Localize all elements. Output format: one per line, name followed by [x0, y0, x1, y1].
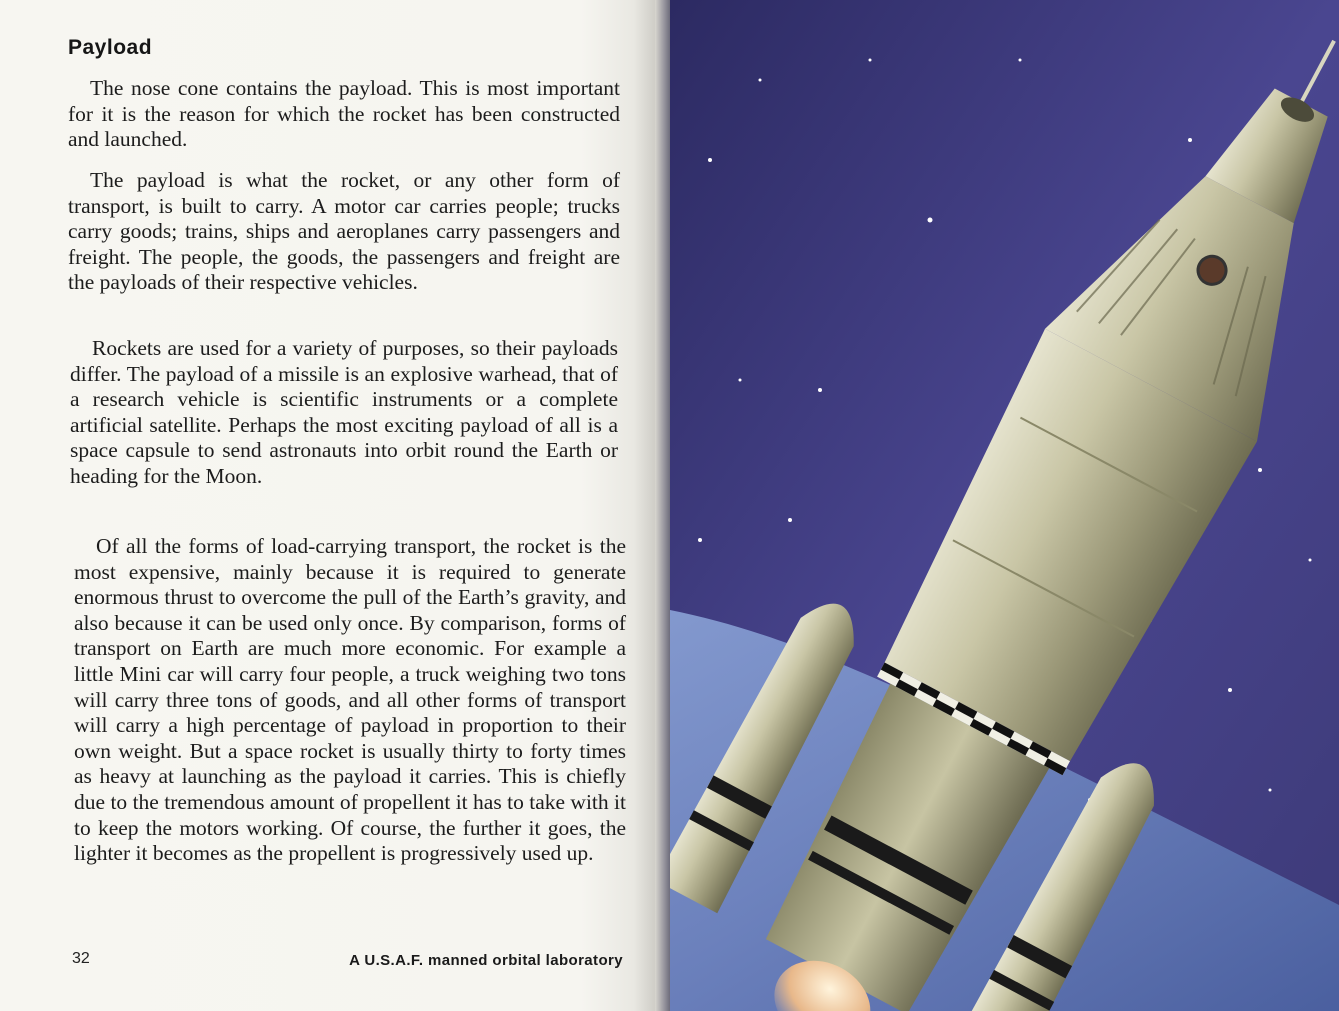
page-number: 32 — [72, 950, 90, 967]
illustration-caption: A U.S.A.F. manned orbital laboratory — [349, 952, 623, 969]
rocket-illustration — [670, 0, 1339, 1011]
illustration-page — [670, 0, 1339, 1011]
paragraph-2: The payload is what the rocket, or any other form of transport, is built to carry. A motor car carries people; trucks carry goods; trains, ships and aeroplanes carry passengers and freight. The people, the goods, the passengers and freight are the payloads of their respective vehicles. — [68, 168, 620, 295]
page-heading: Payload — [68, 36, 153, 59]
paragraph-1: The nose cone contains the payload. This is most important for it is the reason for which the rocket has been constructed and launched. — [68, 76, 620, 152]
paragraph-3: Rockets are used for a variety of purposes, so their payloads differ. The payload of a missile is an explosive warhead, that of a research vehicle is scientific instruments or a complete artificial satellite. Perhaps the most exciting payload of all is a space capsule to send astronauts into orbit round the Earth or heading for the Moon. — [70, 336, 618, 488]
left-page — [0, 0, 660, 1011]
paragraph-4: Of all the forms of load-carrying transport, the rocket is the most expensive, mainly because it is required to generate enormous thrust to overcome the pull of the Earth’s gravity, and also because it can be used only once. By comparison, forms of transport on Earth are much more economic. For example a little Mini car will carry four people, a truck weighing two tons will carry three tons of goods, and all other forms of transport will carry a high percentage of payload in proportion to their own weight. But a space rocket is usually thirty to forty times as heavy at launching as the payload it carries. This is chiefly due to the tremendous amount of propellent it has to take with it to keep the motors working. Of course, the further it goes, the lighter it becomes as the propellent is progressively used up. — [74, 534, 626, 866]
